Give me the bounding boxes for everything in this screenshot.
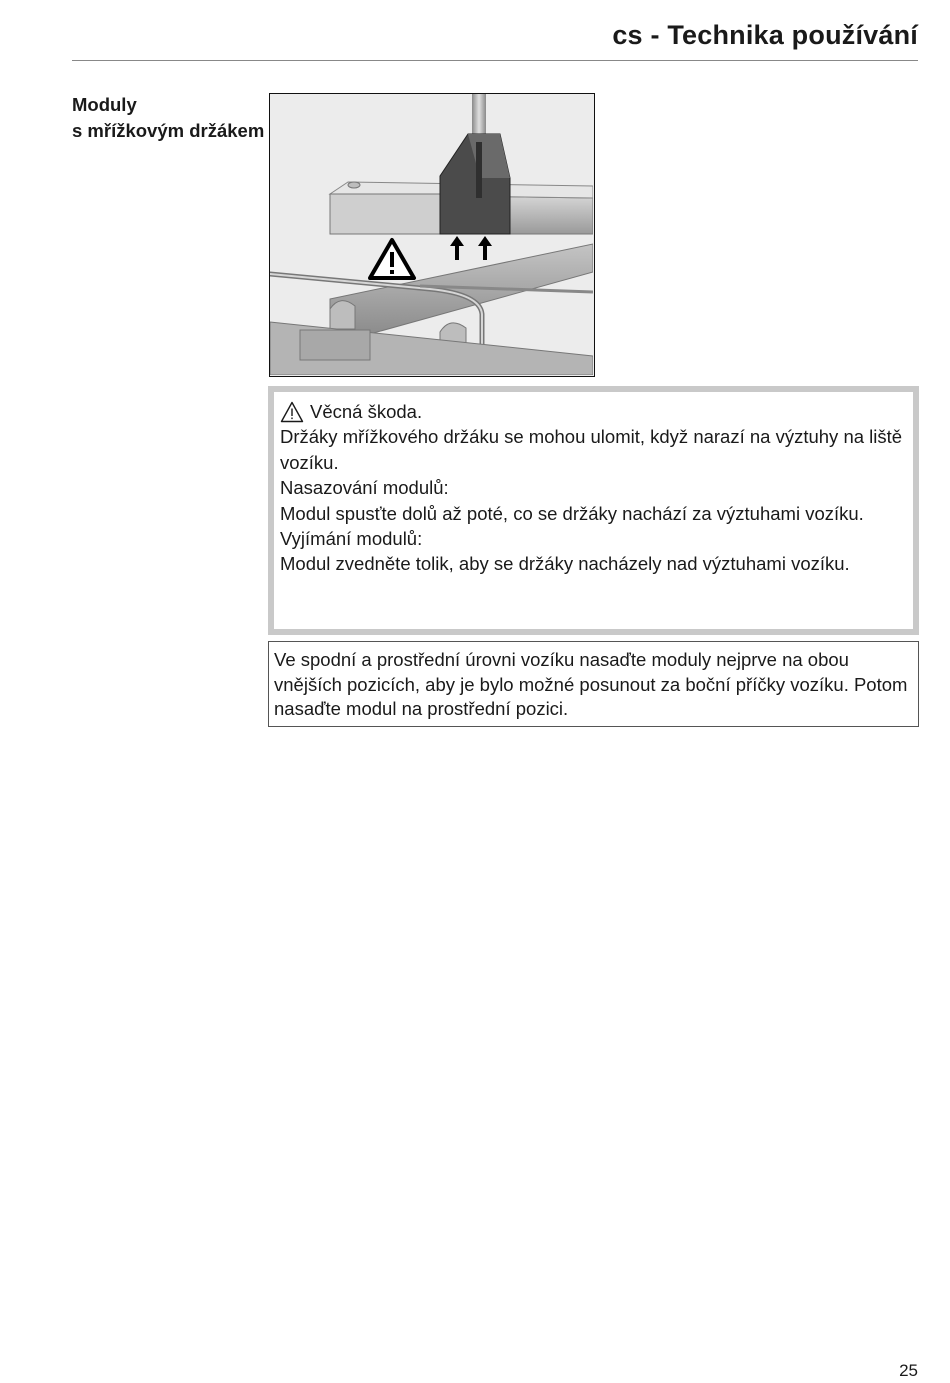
section-heading-line2: s mřížkovým držákem — [72, 120, 265, 141]
page-number: 25 — [899, 1361, 918, 1380]
illustration-drawing — [270, 94, 593, 375]
warning-box — [268, 386, 919, 635]
insert-text: Modul spusťte dolů až poté, co se držáky nachází za výztuhami vozíku. — [280, 502, 864, 524]
header-divider — [72, 60, 918, 61]
remove-text: Modul zvedněte tolik, aby se držáky nacházely nad výztuhami vozíku. — [280, 553, 850, 575]
note-text: Ve spodní a prostřední úrovni vozíku nasaďte moduly nejprve na obou vnějších pozicích, aby je bylo možné posunout za boční příčky vozíku. Potom nasaďte modul na prostřední pozici. — [274, 649, 908, 720]
warning-title: Věcná škoda. — [310, 401, 423, 422]
remove-heading: Vyjímání modulů: — [280, 528, 423, 550]
warning-text: Držáky mřížkového držáku se mohou ulomit, když narazí na výztuhy na liště vozíku. — [280, 426, 903, 473]
section-heading-line1: Moduly — [72, 94, 137, 115]
warning-triangle-icon — [280, 401, 304, 423]
note-box — [268, 641, 919, 727]
warning-title-row — [280, 399, 907, 424]
section-heading — [72, 92, 270, 144]
insert-heading: Nasazování modulů: — [280, 477, 449, 499]
page-header-title: cs - Technika používání — [612, 20, 918, 50]
module-illustration — [269, 93, 595, 377]
